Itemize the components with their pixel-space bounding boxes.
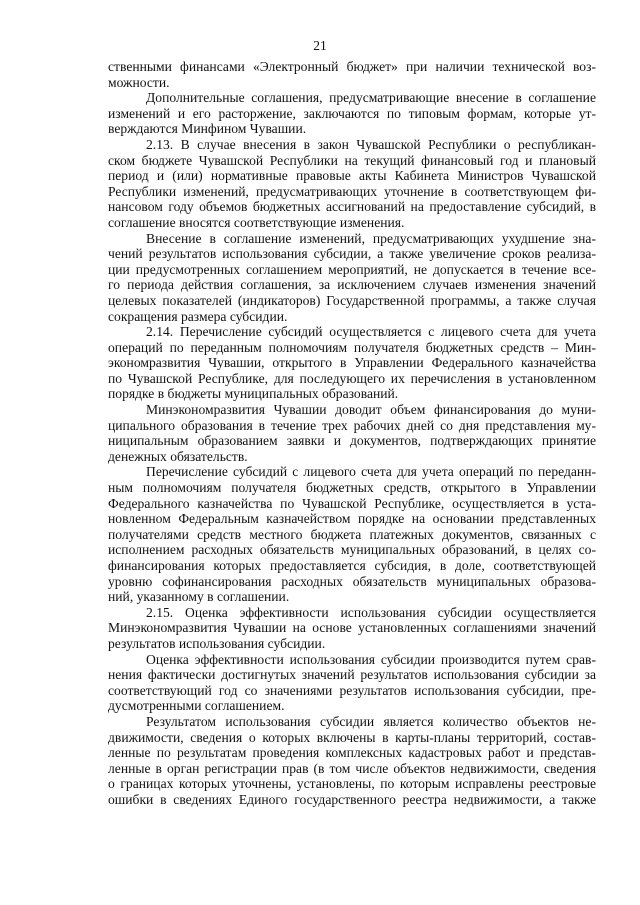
text-line: верждаются Минфином Чувашии. xyxy=(108,121,307,137)
text-line: Федерального казначейства по Чувашской Республике, осуществляется в уста- xyxy=(108,495,596,511)
text-line: движимости, сведения о которых включены в карты-планы территорий, состав- xyxy=(108,729,596,745)
text-line: изменений и его расторжение, заключаются по типовым формам, которые ут- xyxy=(108,105,596,121)
text-line: ошибки в сведениях Единого государственного реестра недвижимости, а также xyxy=(108,791,596,807)
text-line: период и (или) нормативные правовые акты Кабинета Министров Чувашской xyxy=(108,168,596,184)
paragraph xyxy=(108,324,596,402)
text-line: Оценка эффективности использования субсидии производится путем срав- xyxy=(146,651,596,667)
text-line: чений результатов использования субсидии, а также увеличение сроков реализа- xyxy=(108,246,596,262)
text-line: ском бюджете Чувашской Республики на текущий финансовый год и плановый xyxy=(108,152,596,168)
text-line: соглашение вносятся соответствующие изменения. xyxy=(108,214,405,230)
text-line: Минэкономразвития Чувашии на основе установленных соглашениями значений xyxy=(108,620,596,636)
text-line: финансирования которых предоставляется субсидия, в доле, соответствующей xyxy=(108,558,596,573)
text-line: ципального образования в течение трех рабочих дней со дня представления му- xyxy=(108,417,596,433)
text-line: сокращения размера субсидии. xyxy=(108,308,288,324)
text-line: Перечисление субсидий с лицевого счета для учета операций по переданн- xyxy=(146,464,596,480)
text-line: Минэкономразвития Чувашии доводит объем финансирования до муни- xyxy=(146,402,596,418)
text-line: Внесение в соглашение изменений, предусматривающих ухудшение зна- xyxy=(146,230,596,246)
text-line: ниципальным образованием заявки и документов, подтверждающих принятие xyxy=(108,433,596,449)
document-body xyxy=(108,59,596,808)
paragraph xyxy=(108,714,596,808)
text-line: нения фактически достигнутых значений результатов использования субсидии за xyxy=(108,667,596,683)
text-line: денежных обязательств. xyxy=(108,448,248,464)
paragraph xyxy=(108,605,596,652)
text-line: можности. xyxy=(108,74,170,90)
text-line: целевых показателей (индикаторов) Государственной программы, а также случая xyxy=(108,292,596,308)
text-line: о границах которых уточнены, установлены, по которым исправлены реестровые xyxy=(108,776,596,792)
paragraph xyxy=(108,231,596,325)
text-line: операций по переданным полномочиям получателя бюджетных средств – Мин- xyxy=(108,339,596,355)
text-line: 2.13. В случае внесения в закон Чувашской Республики о республикан- xyxy=(146,136,596,152)
paragraph xyxy=(108,464,596,604)
text-line: экономразвития Чувашии, открытого в Управлении Федерального казначейства xyxy=(108,355,596,371)
text-line: соответствующий год со значениями результатов использования субсидии, пре- xyxy=(108,682,596,698)
paragraph xyxy=(108,652,596,714)
text-line: Республики изменений, предусматривающих уточнение в соответствующем фи- xyxy=(108,183,596,199)
paragraph xyxy=(108,90,596,137)
text-line: 2.14. Перечисление субсидий осуществляется с лицевого счета для учета xyxy=(146,324,596,340)
paragraph xyxy=(108,402,596,464)
text-line: нансовом году объемов бюджетных ассигнований на предоставление субсидий, в xyxy=(108,199,596,215)
text-line: ственными финансами «Электронный бюджет» при наличии технической воз- xyxy=(108,59,596,74)
text-line: ленные в орган регистрации прав (в том числе объектов недвижимости, сведения xyxy=(108,760,596,776)
paragraph xyxy=(108,59,596,90)
text-line: исполнением расходных обязательств муниципальных образований, в целях со- xyxy=(108,542,596,558)
text-line: порядке в бюджеты муниципальных образований. xyxy=(108,386,399,402)
text-line: по Чувашской Республике, для последующего их перечисления в установленном xyxy=(108,370,596,386)
text-line: 2.15. Оценка эффективности использования субсидии осуществляется xyxy=(146,604,596,620)
text-line: Результатом использования субсидии является количество объектов не- xyxy=(146,713,596,729)
text-line: получателями средств местного бюджета платежных документов, связанных с xyxy=(108,526,596,542)
text-line: новленном Федеральным казначейством порядке на основании представленных xyxy=(108,511,596,527)
paragraph xyxy=(108,137,596,231)
text-line: ным полномочиям получателя бюджетных средств, открытого в Управлении xyxy=(108,480,596,496)
text-line: уровню софинансирования расходных обязательств муниципальных образова- xyxy=(108,573,596,589)
text-line: ции предусмотренных соглашением мероприятий, не допускается в течение все- xyxy=(108,261,596,277)
text-line: дусмотренными соглашением. xyxy=(108,698,285,714)
text-line: ленные по результатам проведения комплексных кадастровых работ и представ- xyxy=(108,745,596,761)
text-line: го периода действия соглашения, за исключением случаев изменения значений xyxy=(108,277,596,293)
text-line: Дополнительные соглашения, предусматривающие внесение в соглашение xyxy=(146,90,596,106)
text-line: результатов использования субсидии. xyxy=(108,635,326,651)
text-line: ний, указанному в соглашении. xyxy=(108,589,290,605)
page-number: 21 xyxy=(313,38,327,53)
